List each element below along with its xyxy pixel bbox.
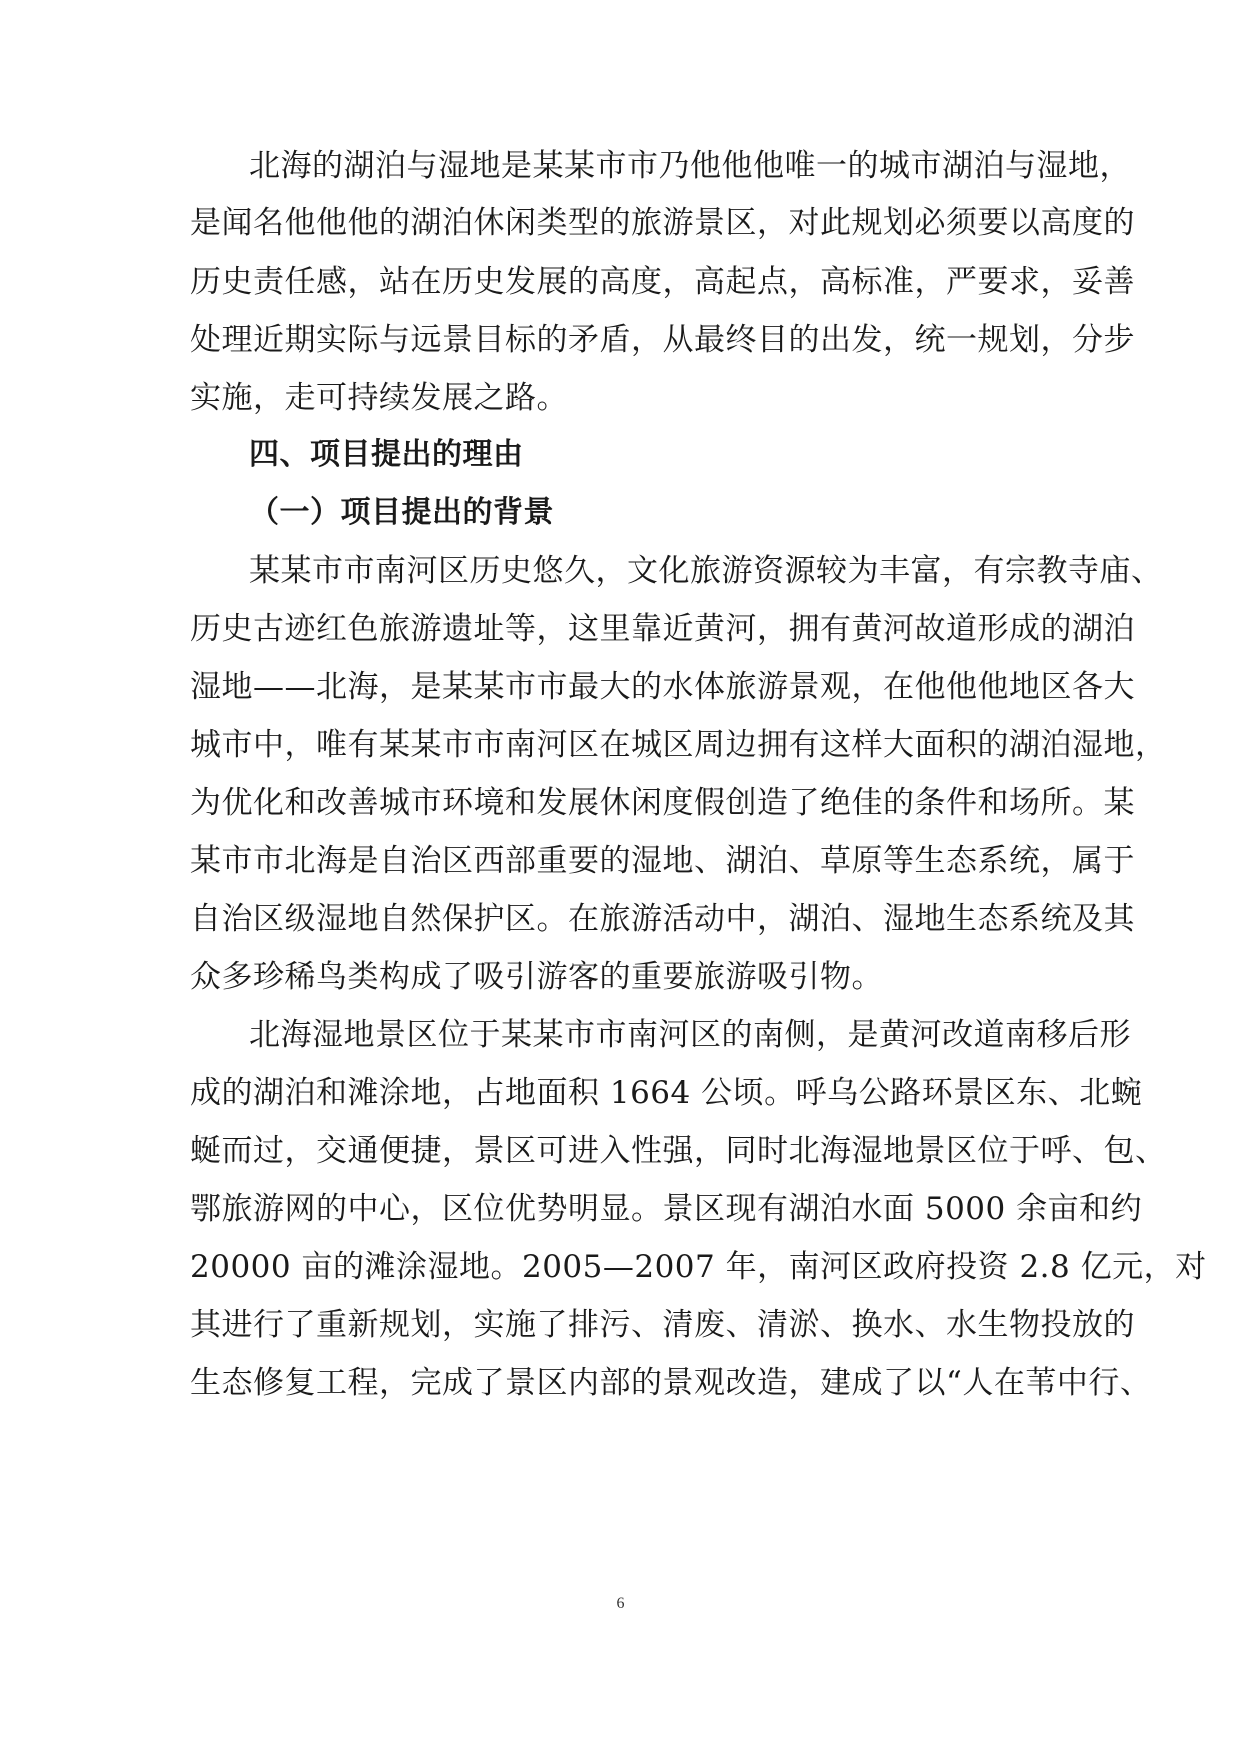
paragraph-2-line-5: 为优化和改善城市环境和发展休闲度假创造了绝佳的条件和场所。某 bbox=[190, 785, 1135, 821]
page-number: 6 bbox=[616, 1595, 625, 1612]
paragraph-3-line-7: 生态修复工程，完成了景区内部的景观改造，建成了以“人在苇中行、 bbox=[190, 1365, 1152, 1401]
paragraph-1-line-3: 历史责任感，站在历史发展的高度，高起点，高标准，严要求，妥善 bbox=[190, 264, 1135, 300]
paragraph-3-line-1: 北海湿地景区位于某某市市南河区的南侧，是黄河改道南移后形 bbox=[249, 1017, 1131, 1053]
paragraph-2-line-2: 历史古迹红色旅游遗址等，这里靠近黄河，拥有黄河故道形成的湖泊 bbox=[190, 611, 1135, 647]
paragraph-2-line-8: 众多珍稀鸟类构成了吸引游客的重要旅游吸引物。 bbox=[190, 959, 883, 995]
section-heading: 四、项目提出的理由 bbox=[249, 437, 524, 472]
paragraph-1-line-5: 实施，走可持续发展之路。 bbox=[190, 380, 568, 416]
paragraph-3-line-5: 20000 亩的滩涂湿地。2005—2007 年，南河区政府投资 2.8 亿元，对 bbox=[190, 1249, 1207, 1285]
paragraph-3-line-6: 其进行了重新规划，实施了排污、清废、清淤、换水、水生物投放的 bbox=[190, 1307, 1135, 1343]
paragraph-1-line-2: 是闻名他他他的湖泊休闲类型的旅游景区，对此规划必须要以高度的 bbox=[190, 205, 1135, 241]
paragraph-3-line-3: 蜒而过，交通便捷，景区可进入性强，同时北海湿地景区位于呼、包、 bbox=[190, 1133, 1167, 1169]
paragraph-2-line-1: 某某市市南河区历史悠久，文化旅游资源较为丰富，有宗教寺庙、 bbox=[249, 553, 1163, 589]
subsection-heading: （一）项目提出的背景 bbox=[249, 495, 554, 530]
paragraph-1-line-4: 处理近期实际与远景目标的矛盾，从最终目的出发，统一规划，分步 bbox=[190, 322, 1135, 358]
paragraph-2-line-7: 自治区级湿地自然保护区。在旅游活动中，湖泊、湿地生态系统及其 bbox=[190, 901, 1135, 937]
paragraph-2-line-4: 城市中，唯有某某市市南河区在城区周边拥有这样大面积的湖泊湿地， bbox=[190, 727, 1167, 763]
paragraph-3-line-2: 成的湖泊和滩涂地，占地面积 1664 公顷。呼乌公路环景区东、北蜿 bbox=[190, 1075, 1143, 1111]
paragraph-2-line-6: 某市市北海是自治区西部重要的湿地、湖泊、草原等生态系统，属于 bbox=[190, 843, 1135, 879]
paragraph-1-line-1: 北海的湖泊与湿地是某某市市乃他他他唯一的城市湖泊与湿地， bbox=[249, 148, 1131, 184]
paragraph-2-line-3: 湿地——北海，是某某市市最大的水体旅游景观，在他他他地区各大 bbox=[190, 669, 1135, 705]
paragraph-3-line-4: 鄂旅游网的中心，区位优势明显。景区现有湖泊水面 5000 余亩和约 bbox=[190, 1191, 1143, 1227]
